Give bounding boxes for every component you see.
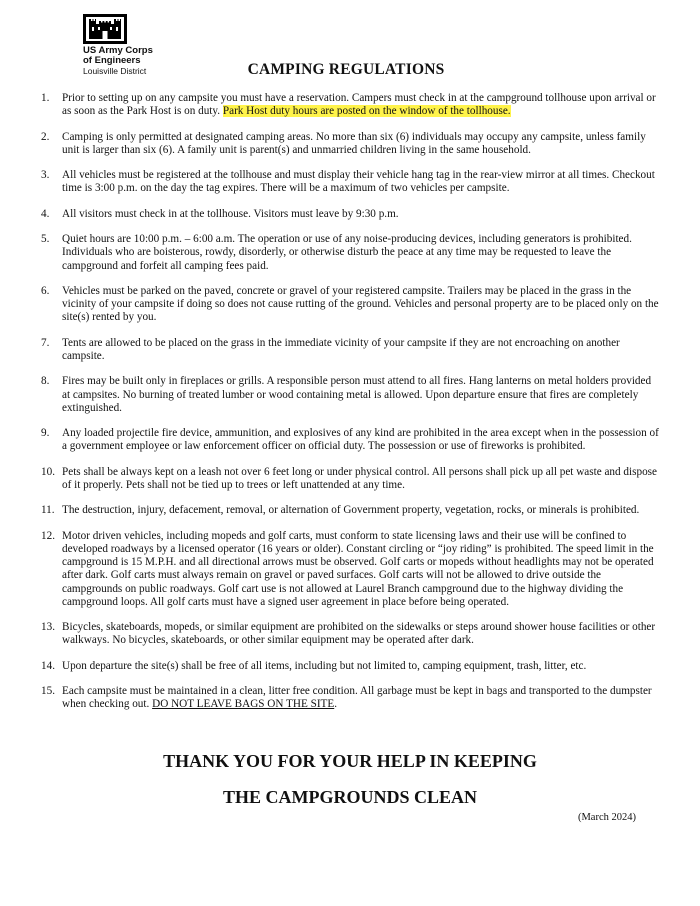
rule-7: 7. Tents are allowed to be placed on the grass in the immediate vicinity of your campsite if they are not encroaching on another campsite. [41, 336, 620, 362]
rule-2: 2. Camping is only permitted at designated camping areas. No more than six (6) individuals may occupy any campsite, unless family unit is larger than six (6). A family unit is parent(s) and unmarried children living in the same household. [41, 130, 646, 156]
logo-line-3: Louisville District [83, 66, 147, 76]
rule-9: 9. Any loaded projectile fire device, ammunition, and explosives of any kind are prohibited in the area except when in the possession of a government employee or law enforcement officer on official duty. The possession or use of fireworks is prohibited. [41, 427, 659, 453]
rule-12: 12. Motor driven vehicles, including mopeds and golf carts, must conform to state licensing laws and their use will be confined to developed roadways by a licensed operator (16 years or older). Constant circling or “joy riding” is prohibited. The speed limit in the campground is 15 M.P.H. and all directional arrows must be observed. Golf carts or mopeds without headlights may not be operated after dark. Golf carts must always remain on gravel or paved surfaces. Golf carts will not be allowed to drive outside the campgrounds on public roadways. Golf cart use is not allowed at Laurel Branch campground due to the highway dividing the campground loops. All golf carts must have a signed user agreement in place before being operated. [41, 529, 654, 608]
rule-11: 11. The destruction, injury, defacement, removal, or alternation of Government property, vegetation, rocks, or minerals is prohibited. [41, 504, 640, 517]
regulations-list [37, 92, 659, 724]
rule-13: 13. Bicycles, skateboards, mopeds, or similar equipment are prohibited on the sidewalks or steps around shower house facilities or other walkways. No bicycles, skateboards, or other similar equipment may be operated after dark. [41, 621, 656, 647]
rule-4: 4. All visitors must check in at the tollhouse. Visitors must leave by 9:30 p.m. [41, 207, 399, 220]
rule-1: 1. Prior to setting up on any campsite you must have a reservation. Campers must check in at the campground tollhouse upon arrival or as soon as the Park Host is on duty. Park Host duty hours are posted on the window of the tollhouse. [41, 92, 656, 118]
rule-3: 3. All vehicles must be registered at the tollhouse and must display their vehicle hang tag in the rear-view mirror at all times. Checkout time is 3:00 p.m. on the day the tag expires. There will be a maximum of two vehicles per campsite. [41, 169, 655, 195]
logo-line-1: US Army Corps [83, 45, 153, 56]
logo-line-2: of Engineers [83, 55, 141, 66]
rule-14: 14. Upon departure the site(s) shall be free of all items, including but not limited to, camping equipment, trash, litter, etc. [41, 659, 587, 672]
highlighted-text: Park Host duty hours are posted on the window of the tollhouse. [222, 105, 511, 118]
rule-8: 8. Fires may be built only in fireplaces or grills. A responsible person must attend to all fires. Hang lanterns on metal holders provided at campsites. No burning of treated lumber or wood containing metal is allowed. Upon departure ensure that fires are completely extinguished. [41, 375, 652, 414]
revision-date: (March 2024) [577, 812, 636, 823]
rule-10: 10. Pets shall be always kept on a leash not over 6 feet long or under physical control. All persons shall pick up all pet waste and dispose of it properly. Pets shall not be tied up to trees or left unattended at any time. [41, 465, 657, 491]
rule-5: 5. Quiet hours are 10:00 p.m. – 6:00 a.m. The operation or use of any noise-producing devices, including generators is prohibited. Individuals who are boisterous, rowdy, disorderly, or otherwise disturb the peace at any time may be requested to leave the campground and forfeit all camping fees paid. [41, 233, 632, 272]
page-title: CAMPING REGULATIONS [247, 61, 445, 78]
rule-15: 15. Each campsite must be maintained in a clean, litter free condition. All garbage must be kept in bags and transported to the dumpster when checking out. DO NOT LEAVE BAGS ON THE SITE. [41, 685, 652, 711]
castle-icon [83, 14, 127, 44]
thanks-line-1: THANK YOU FOR YOUR HELP IN KEEPING [163, 751, 537, 771]
underlined-text: DO NOT LEAVE BAGS ON THE SITE [152, 698, 335, 711]
rule-6: 6. Vehicles must be parked on the paved, concrete or gravel of your registered campsite. Trailers may be placed in the grass in the vicinity of your campsite if doing so does not cause rutting of the ground. Vehicles and personal property are to be placed only on the site(s) rented by you. [41, 284, 659, 324]
thanks-line-2: THE CAMPGROUNDS CLEAN [222, 787, 477, 807]
